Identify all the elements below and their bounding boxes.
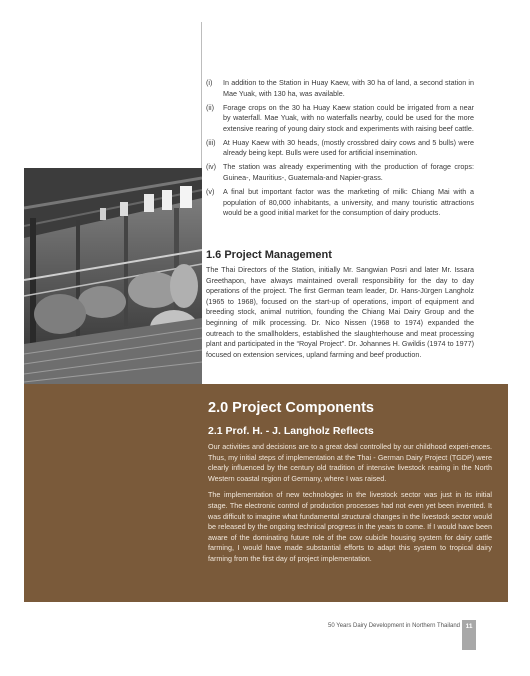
running-footer: 50 Years Dairy Development in Northern Thailand — [328, 623, 460, 629]
list-item: (ii) Forage crops on the 30 ha Huay Kaew station could be irrigated from a near by waterfall. Mae Yuak, with no waterfalls nearby, could be used for the more extensive rearing of young dairy stock and experiments with raising beef cattle. — [206, 102, 474, 133]
subsection-heading-langholz: 2.1 Prof. H. - J. Langholz Reflects — [208, 425, 374, 437]
project-components-content — [208, 400, 492, 565]
reflection-paragraph: Our activities and decisions are to a great deal controlled by our childhood experi-ences. Thus, my initial steps of implementation at the Thai - German Dairy Project (TGDP) were clearly influenced by the century old tradition of intensive livestock rearing in the North Western coastal region of Germany, where I was raised. — [208, 442, 492, 483]
project-management-paragraph: The Thai Directors of the Station, initially Mr. Sangwian Posri and later Mr. Issara Greethapon, have always maintained overall responsibility for the day to day operations of the project. The first German team leader, Dr. Hans-Jürgen Langholz (1965 to 1968), focused on the start-up of operations, import of equipment and breeding stock, animal nutrition, founding the Chiang Mai Dairy Group and the beginning of milk processing. Dr. Nico Nissen (1968 to 1974) expanded the outreach to the smallholders, established the slaughterhouse and meat processing plant and participated in the “Royal Project”. Dr. Johannes H. Gwildis (1974 to 1977) focused on extension services, upland farming and beef production. — [206, 265, 474, 359]
list-item: (v) A final but important factor was the marketing of milk: Chiang Mai with a population of 80,000 inhabitants, a university, and many touristic attractions would be a good initial market for the consumption of dairy products. — [206, 186, 474, 218]
list-item: (iii) At Huay Kaew with 30 heads, (mostly crossbred dairy cows and 5 bulls) were already being kept. Bulls were used for artificial insemination. — [206, 137, 474, 158]
section-heading-project-management: 1.6 Project Management — [206, 249, 332, 261]
reflection-paragraph: The implementation of new technologies in the livestock sector was just in its initial stage. The electronic control of production processes had not even yet been invented. It was difficult to imagine what fundamental structural changes in the livestock sector would be released by the ongoing technical progress in the years to come. If I would have been aware of the dominating future role of the cow cubicle housing system for dairy cattle farming, I would have made substantial efforts to adapt this system to tropical dairy farming from the first day of project implementation. — [208, 490, 492, 563]
page-number: 11 — [462, 620, 476, 650]
factor-list — [206, 78, 474, 222]
dairy-barn-photo — [24, 168, 202, 384]
project-components-band — [24, 384, 508, 602]
section-heading-project-components: 2.0 Project Components — [208, 400, 374, 416]
list-item: (iv) The station was already experimenting with the production of forage crops: Guinea-, Mauritius-, Guatemala-and Napier-grass. — [206, 162, 474, 182]
list-item: (i) In addition to the Station in Huay Kaew, with 30 ha of land, a second station in Mae Yuak, with 130 ha, was available. — [206, 78, 474, 98]
